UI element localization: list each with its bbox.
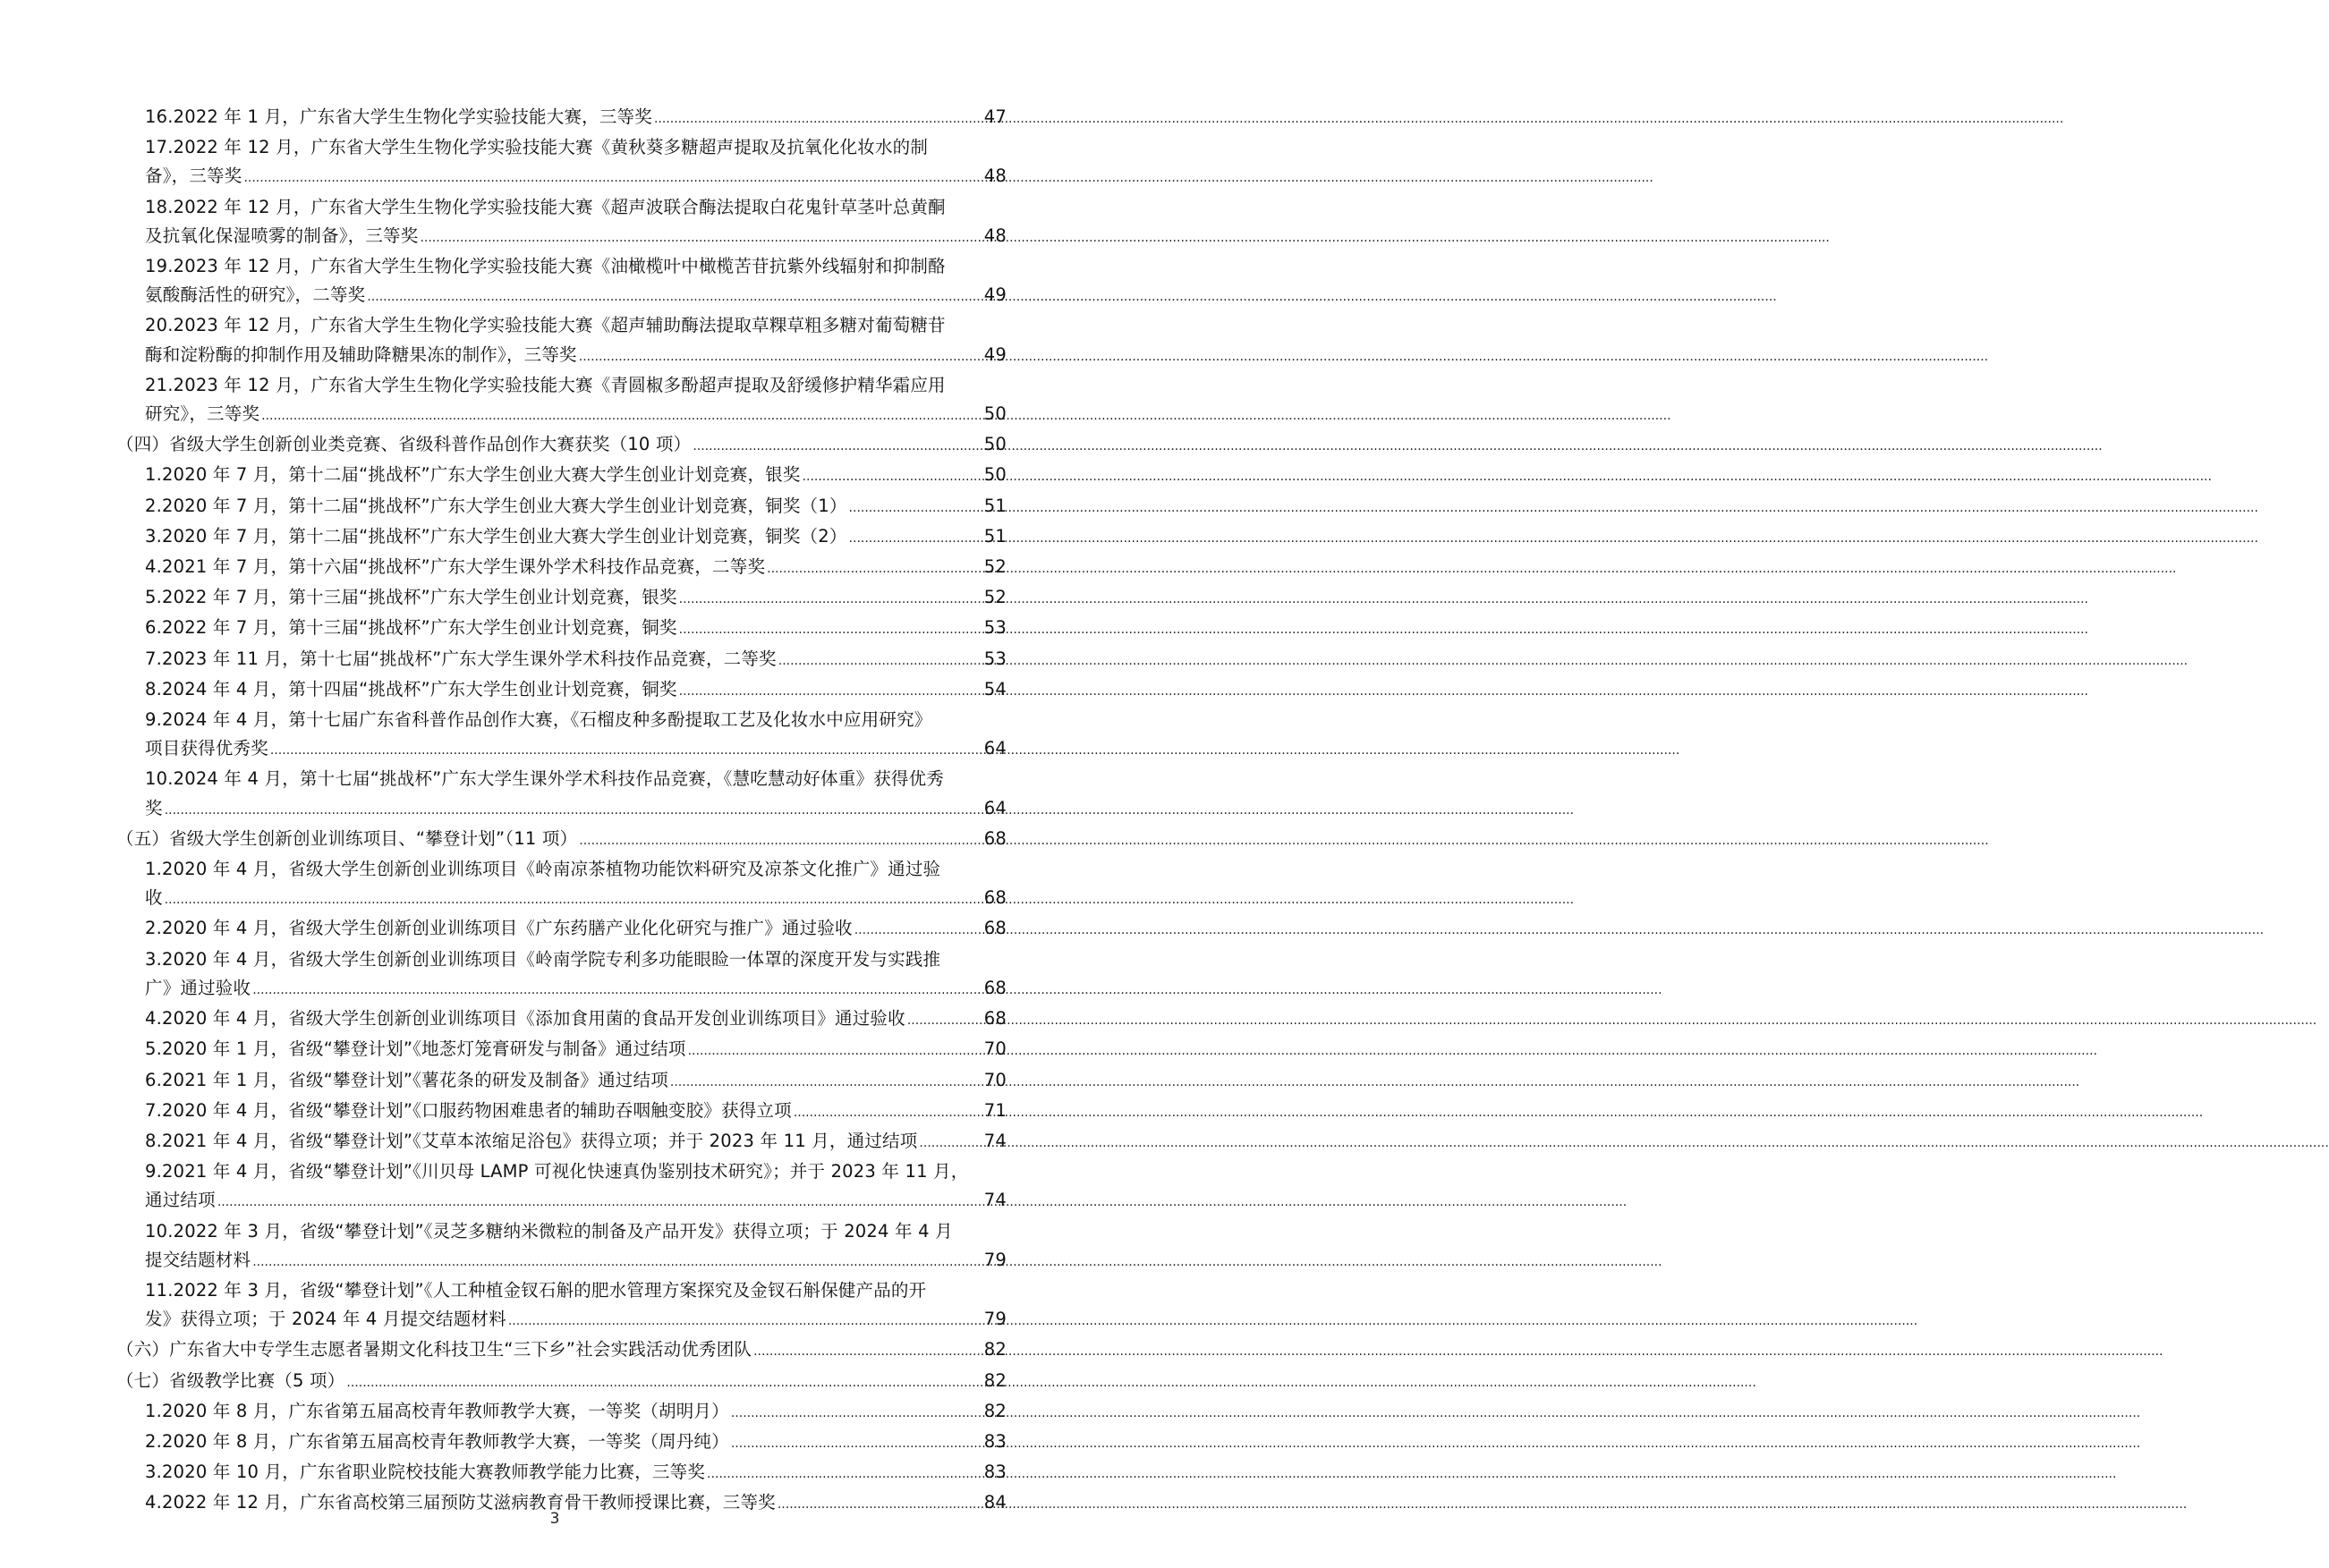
toc-entry-title-line: 18.2022 年 12 月，广东省大学生生物化学实验技能大赛《超声波联合酶法提取白花鬼针草茎叶总黄酮 xyxy=(145,196,946,217)
toc-item-entry[interactable] xyxy=(116,522,1007,553)
toc-page-number: 48 xyxy=(983,225,1007,246)
toc-item-entry[interactable] xyxy=(116,492,1007,522)
toc-entry-leader-row xyxy=(145,974,1007,1004)
dot-leader xyxy=(508,1305,982,1335)
toc-item-entry[interactable] xyxy=(116,1035,1007,1065)
dot-leader xyxy=(270,734,982,765)
toc-entry-leader-row xyxy=(145,1066,1007,1097)
toc-item-entry[interactable] xyxy=(116,614,1007,644)
toc-item-entry[interactable] xyxy=(116,1097,1007,1127)
toc-entry-leader-row xyxy=(145,1035,1007,1065)
dot-leader xyxy=(849,522,982,553)
toc-section-entry[interactable] xyxy=(116,1367,1007,1397)
toc-entry-title-continuation: 备》，三等奖 xyxy=(145,165,242,187)
toc-entry-title: 4.2021 年 7 月，第十六届“挑战杯”广东大学生课外学术科技作品竞赛，二等奖 xyxy=(145,556,766,578)
toc-entry-leader-row xyxy=(145,675,1007,706)
toc-item-entry[interactable] xyxy=(116,914,1007,945)
dot-leader xyxy=(165,794,982,825)
toc-entry-title-continuation: 研究》，三等奖 xyxy=(145,403,260,425)
toc-page-number: 68 xyxy=(983,827,1007,849)
toc-entry-leader-row xyxy=(145,1127,1007,1157)
dot-leader xyxy=(794,1097,982,1127)
toc-entry-title: （四）省级大学生创新创业类竞赛、省级科普作品创作大赛获奖（10 项） xyxy=(116,434,692,455)
toc-entry-title: 4.2020 年 4 月，省级大学生创新创业训练项目《添加食用菌的食品开发创业训练项目》通过验收 xyxy=(145,1008,905,1030)
dot-leader xyxy=(907,1004,982,1035)
toc-entry-leader-row xyxy=(145,492,1007,522)
toc-entry-title: 3.2020 年 7 月，第十二届“挑战杯”广东大学生创业大赛大学生创业计划竞赛，铜奖（2） xyxy=(145,525,847,547)
dot-leader xyxy=(252,974,982,1004)
toc-entry-title: 16.2022 年 1 月，广东省大学生生物化学实验技能大赛，三等奖 xyxy=(145,106,652,127)
dot-leader xyxy=(731,1397,982,1428)
toc-entry-title-continuation: 氨酸酶活性的研究》，二等奖 xyxy=(145,284,366,306)
dot-leader xyxy=(420,222,982,252)
toc-entry-title: 2.2020 年 7 月，第十二届“挑战杯”广东大学生创业大赛大学生创业计划竞赛，铜奖（1） xyxy=(145,495,847,516)
toc-entry-title-line: 10.2022 年 3 月，省级“攀登计划”《灵芝多糖纳米微粒的制备及产品开发》获得立项；于 2024 年 4 月 xyxy=(145,1220,953,1242)
toc-item-entry[interactable] xyxy=(116,461,1007,491)
toc-entry-title-line: 19.2023 年 12 月，广东省大学生生物化学实验技能大赛《油橄榄叶中橄榄苦苷抗紫外线辐射和抑制酪 xyxy=(145,256,946,277)
dot-leader xyxy=(670,1066,982,1097)
toc-item-entry[interactable] xyxy=(116,855,1007,914)
toc-entry-leader-row xyxy=(145,1428,1007,1458)
toc-entry-title-continuation: 提交结题材料 xyxy=(145,1249,251,1270)
dot-leader xyxy=(261,400,982,430)
toc-entry-title-line: 11.2022 年 3 月，省级“攀登计划”《人工种植金钗石斛的肥水管理方案探究及金钗石斛保健产品的开 xyxy=(145,1279,927,1301)
toc-entry-title-line: 17.2022 年 12 月，广东省大学生生物化学实验技能大赛《黄秋葵多糖超声提取及抗氧化化妆水的制 xyxy=(145,137,929,158)
toc-item-entry[interactable] xyxy=(116,103,1007,133)
toc-section-entry[interactable] xyxy=(116,430,1007,461)
toc-item-entry[interactable] xyxy=(116,133,1007,192)
toc-entry-title: 6.2021 年 1 月，省级“攀登计划”《薯花条的研发及制备》通过结项 xyxy=(145,1069,668,1090)
toc-item-entry[interactable] xyxy=(116,371,1007,430)
toc-page-number: 51 xyxy=(983,495,1007,516)
toc-item-entry[interactable] xyxy=(116,311,1007,370)
toc-item-entry[interactable] xyxy=(116,1428,1007,1458)
toc-entry-title-continuation: 广》通过验收 xyxy=(145,977,251,998)
dot-leader xyxy=(778,645,982,675)
toc-entry-leader-row xyxy=(116,1367,1007,1397)
toc-section-entry[interactable] xyxy=(116,1335,1007,1366)
toc-page-number: 53 xyxy=(983,617,1007,639)
toc-item-entry[interactable] xyxy=(116,1276,1007,1335)
toc-entry-leader-row xyxy=(145,1246,1007,1276)
toc-entry-title-continuation: 发》获得立项；于 2024 年 4 月提交结题材料 xyxy=(145,1309,506,1330)
toc-entry-title: 7.2023 年 11 月，第十七届“挑战杯”广东大学生课外学术科技作品竞赛，二等奖 xyxy=(145,648,777,669)
dot-leader xyxy=(688,1035,982,1065)
toc-item-entry[interactable] xyxy=(116,553,1007,583)
toc-page-number: 68 xyxy=(983,1008,1007,1030)
toc-page-number: 48 xyxy=(983,165,1007,187)
toc-entry-title-continuation: 及抗氧化保湿喷雾的制备》，三等奖 xyxy=(145,225,419,246)
toc-entry-leader-row xyxy=(145,583,1007,614)
toc-entry-title: 7.2020 年 4 月，省级“攀登计划”《口服药物困难患者的辅助吞咽触变胶》获得立项 xyxy=(145,1099,792,1121)
toc-page-number: 70 xyxy=(983,1038,1007,1060)
dot-leader xyxy=(679,583,982,614)
toc-entry-title: （六）广东省大中专学生志愿者暑期文化科技卫生“三下乡”社会实践活动优秀团队 xyxy=(116,1339,752,1360)
toc-entry-title: 3.2020 年 10 月，广东省职业院校技能大赛教师教学能力比赛，三等奖 xyxy=(145,1462,706,1483)
toc-item-entry[interactable] xyxy=(116,1217,1007,1276)
toc-entry-leader-row xyxy=(145,461,1007,491)
toc-entry-title: 2.2020 年 8 月，广东省第五届高校青年教师教学大赛，一等奖（周丹纯） xyxy=(145,1430,729,1452)
toc-item-entry[interactable] xyxy=(116,1127,1007,1157)
dot-leader xyxy=(346,1367,982,1397)
toc-page-number: 74 xyxy=(983,1130,1007,1151)
toc-entry-leader-row xyxy=(145,222,1007,252)
toc-item-entry[interactable] xyxy=(116,1157,1007,1216)
dot-leader xyxy=(707,1458,982,1488)
toc-entry-leader-row xyxy=(145,1097,1007,1127)
toc-entry-title-line: 9.2024 年 4 月，第十七届广东省科普作品创作大赛，《石榴皮种多酚提取工艺及化妆水中应用研究》 xyxy=(145,709,932,731)
toc-entry-leader-row xyxy=(145,914,1007,945)
dot-leader xyxy=(217,1186,982,1216)
toc-entry-title: 2.2020 年 4 月，省级大学生创新创业训练项目《广东药膳产业化化研究与推广》通过验收 xyxy=(145,918,853,939)
toc-entry-title-line: 3.2020 年 4 月，省级大学生创新创业训练项目《岭南学院专利多功能眼睑一体罩的深度开发与实践推 xyxy=(145,948,941,970)
toc-item-entry[interactable] xyxy=(116,945,1007,1004)
toc-page-number: 79 xyxy=(983,1249,1007,1270)
toc-entry-title-continuation: 通过结项 xyxy=(145,1190,216,1211)
toc-entry-title-continuation: 酶和淀粉酶的抑制作用及辅助降糖果冻的制作》，三等奖 xyxy=(145,343,577,365)
dot-leader xyxy=(767,553,982,583)
toc-page-number: 53 xyxy=(983,648,1007,669)
dot-leader xyxy=(579,341,982,371)
toc-page-number: 68 xyxy=(983,977,1007,998)
toc-item-entry[interactable] xyxy=(116,706,1007,765)
toc-entry-title-line: 10.2024 年 4 月，第十七届“挑战杯”广东大学生课外学术科技作品竞赛，《慧吃慧动好体重》获得优秀 xyxy=(145,768,944,790)
toc-entry-title-line: 20.2023 年 12 月，广东省大学生生物化学实验技能大赛《超声辅助酶法提取草粿草粗多糖对葡萄糖苷 xyxy=(145,315,946,336)
toc-item-entry[interactable] xyxy=(116,252,1007,311)
page-number: 3 xyxy=(549,1510,560,1528)
toc-page-number: 83 xyxy=(983,1462,1007,1483)
dot-leader xyxy=(367,281,982,311)
toc-page-number: 82 xyxy=(983,1369,1007,1391)
toc-entry-leader-row xyxy=(145,734,1007,765)
toc-entry-title: 6.2022 年 7 月，第十三届“挑战杯”广东大学生创业计划竞赛，铜奖 xyxy=(145,617,677,639)
toc-entry-title: 4.2022 年 12 月，广东省高校第三届预防艾滋病教育骨干教师授课比赛，三等奖 xyxy=(145,1492,776,1513)
document-page xyxy=(0,0,1109,1568)
toc-item-entry[interactable] xyxy=(116,1397,1007,1428)
toc-page-number: 84 xyxy=(983,1492,1007,1513)
toc-entry-leader-row xyxy=(145,553,1007,583)
toc-entry-leader-row xyxy=(145,884,1007,914)
dot-leader xyxy=(753,1335,982,1366)
toc-entry-title: （五）省级大学生创新创业训练项目、“攀登计划”（11 项） xyxy=(116,827,578,849)
dot-leader xyxy=(803,461,982,491)
toc-item-entry[interactable] xyxy=(116,1458,1007,1488)
toc-page-number: 54 xyxy=(983,678,1007,699)
toc-page-number: 82 xyxy=(983,1339,1007,1360)
dot-leader xyxy=(849,492,982,522)
toc-entry-leader-row xyxy=(145,281,1007,311)
toc-entry-title-continuation: 项目获得优秀奖 xyxy=(145,738,268,759)
toc-entry-title-line: 1.2020 年 4 月，省级大学生创新创业训练项目《岭南凉茶植物功能饮料研究及凉茶文化推广》通过验 xyxy=(145,859,941,880)
toc-item-entry[interactable] xyxy=(116,765,1007,824)
toc-page-number: 83 xyxy=(983,1430,1007,1452)
toc-page-number: 50 xyxy=(983,464,1007,486)
toc-entry-title-line: 21.2023 年 12 月，广东省大学生生物化学实验技能大赛《青圆椒多酚超声提取及舒缓修护精华霜应用 xyxy=(145,374,946,395)
toc-entry-leader-row xyxy=(145,1186,1007,1216)
toc-page-number: 47 xyxy=(983,106,1007,127)
toc-entry-title: 8.2021 年 4 月，省级“攀登计划”《艾草本浓缩足浴包》获得立项；并于 2023 年 11 月，通过结项 xyxy=(145,1130,918,1151)
toc-entry-leader-row xyxy=(145,341,1007,371)
toc-entry-title-line: 9.2021 年 4 月，省级“攀登计划”《川贝母 LAMP 可视化快速真伪鉴别技术研究》；并于 2023 年 11 月， xyxy=(145,1161,969,1182)
toc-page-number: 82 xyxy=(983,1400,1007,1421)
toc-entry-title: 8.2024 年 4 月，第十四届“挑战杯”广东大学生创业计划竞赛，铜奖 xyxy=(145,678,677,699)
toc-entry-leader-row xyxy=(116,430,1007,461)
toc-entry-leader-row xyxy=(116,1335,1007,1366)
dot-leader xyxy=(679,614,982,644)
toc-entry-title: （七）省级教学比赛（5 项） xyxy=(116,1369,345,1391)
toc-entry-leader-row xyxy=(145,103,1007,133)
toc-entry-leader-row xyxy=(145,162,1007,192)
toc-page-number: 71 xyxy=(983,1099,1007,1121)
toc-entry-leader-row xyxy=(116,825,1007,855)
dot-leader xyxy=(252,1246,982,1276)
dot-leader xyxy=(731,1428,982,1458)
toc-entry-leader-row xyxy=(145,794,1007,825)
toc-page-number: 79 xyxy=(983,1309,1007,1330)
toc-entry-title-continuation: 奖 xyxy=(145,797,163,818)
toc-page-number: 50 xyxy=(983,434,1007,455)
toc-entry-leader-row xyxy=(145,1458,1007,1488)
toc-entry-leader-row xyxy=(145,1004,1007,1035)
dot-leader xyxy=(165,884,982,914)
dot-leader xyxy=(654,103,982,133)
toc-entry-leader-row xyxy=(145,614,1007,644)
toc-page-number: 50 xyxy=(983,403,1007,425)
toc-page-number: 64 xyxy=(983,738,1007,759)
toc-section-entry[interactable] xyxy=(116,825,1007,855)
toc-page-number: 49 xyxy=(983,284,1007,306)
dot-leader xyxy=(243,162,982,192)
dot-leader xyxy=(693,430,982,461)
dot-leader xyxy=(854,914,982,945)
toc-page-number: 70 xyxy=(983,1069,1007,1090)
toc-entry-title-continuation: 收 xyxy=(145,887,163,909)
toc-page-number: 64 xyxy=(983,797,1007,818)
toc-item-entry[interactable] xyxy=(116,675,1007,706)
toc-item-entry[interactable] xyxy=(116,1066,1007,1097)
toc-page-number: 68 xyxy=(983,918,1007,939)
toc-entry-title: 1.2020 年 8 月，广东省第五届高校青年教师教学大赛，一等奖（胡明月） xyxy=(145,1400,729,1421)
toc-page-number: 52 xyxy=(983,556,1007,578)
toc-entry-leader-row xyxy=(145,1305,1007,1335)
toc-entry-leader-row xyxy=(145,400,1007,430)
toc-entry-leader-row xyxy=(145,645,1007,675)
toc-page-number: 68 xyxy=(983,887,1007,909)
toc-entry-leader-row xyxy=(145,522,1007,553)
table-of-contents xyxy=(116,103,1007,1520)
toc-page-number: 52 xyxy=(983,587,1007,608)
toc-page-number: 74 xyxy=(983,1190,1007,1211)
toc-item-entry[interactable] xyxy=(116,193,1007,252)
toc-entry-title: 1.2020 年 7 月，第十二届“挑战杯”广东大学生创业大赛大学生创业计划竞赛，银奖 xyxy=(145,464,801,486)
toc-item-entry[interactable] xyxy=(116,1004,1007,1035)
toc-page-number: 51 xyxy=(983,525,1007,547)
toc-entry-title: 5.2022 年 7 月，第十三届“挑战杯”广东大学生创业计划竞赛，银奖 xyxy=(145,587,677,608)
toc-item-entry[interactable] xyxy=(116,645,1007,675)
dot-leader xyxy=(679,675,982,706)
toc-entry-leader-row xyxy=(145,1397,1007,1428)
dot-leader xyxy=(919,1127,982,1157)
dot-leader xyxy=(579,825,982,855)
toc-page-number: 49 xyxy=(983,343,1007,365)
toc-entry-title: 5.2020 年 1 月，省级“攀登计划”《地菍灯笼膏研发与制备》通过结项 xyxy=(145,1038,686,1060)
toc-item-entry[interactable] xyxy=(116,583,1007,614)
